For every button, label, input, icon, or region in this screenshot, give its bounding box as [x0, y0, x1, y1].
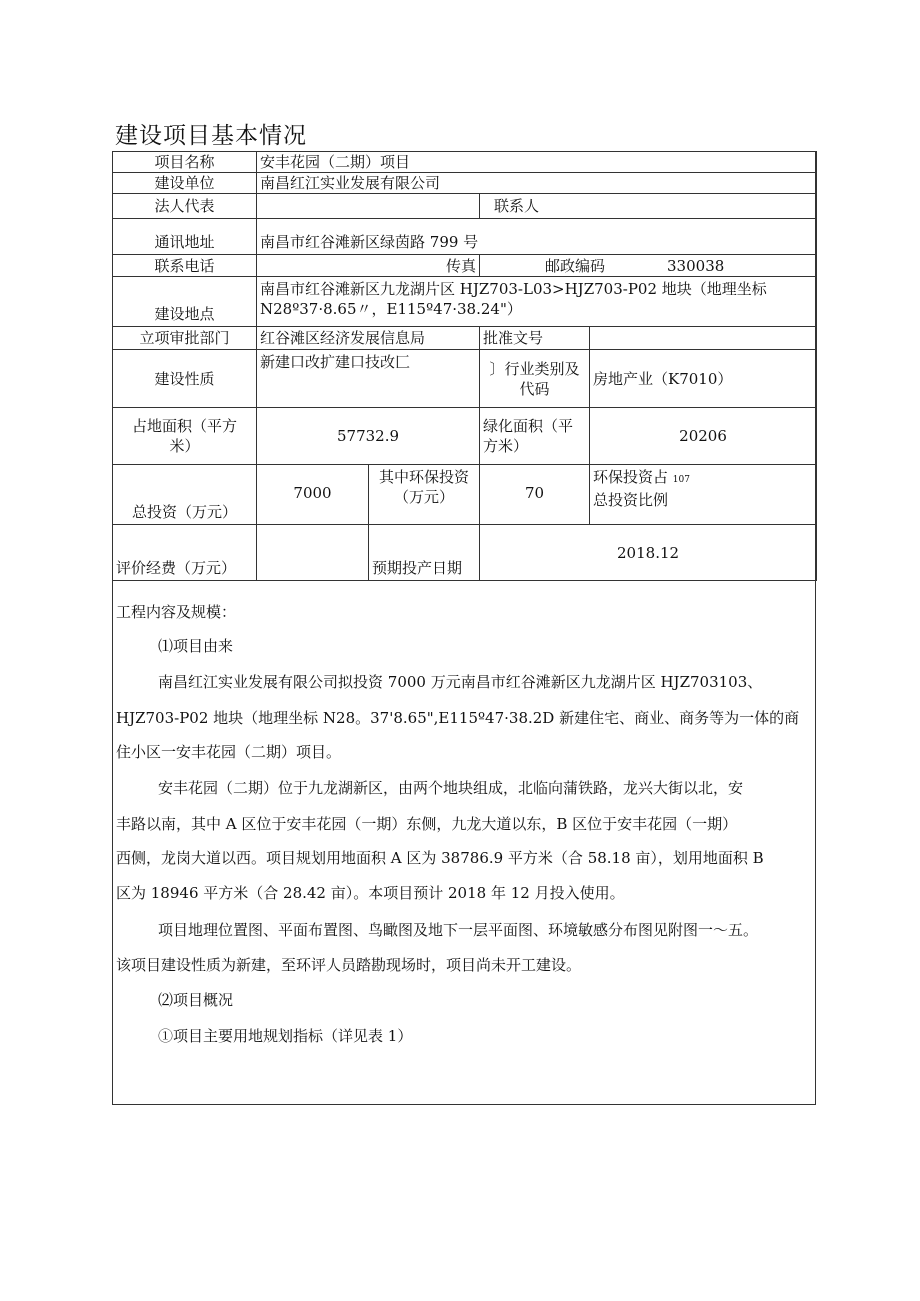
site-value	[257, 277, 817, 327]
contact-cell	[480, 194, 817, 219]
env-ratio-cell	[590, 465, 817, 525]
legal-rep-label: 法人代表	[113, 194, 257, 219]
green-label-1: 绿化面积（平	[483, 417, 574, 435]
para-2-line-3: 西侧，龙岗大道以西。项目规划用地面积 A 区为 38786.9 平方米（合 58.18 亩），划用地面积 B	[116, 849, 764, 867]
content-heading: 工程内容及规模：	[116, 603, 237, 621]
eval-fee-value	[257, 525, 369, 581]
green-label	[480, 408, 590, 465]
address-value: 南昌市红谷滩新区绿茵路 799 号	[257, 219, 817, 255]
approval-dept-label: 立项审批部门	[113, 327, 257, 350]
area-label-2: 米）	[169, 437, 200, 455]
eval-fee-label: 评价经费（万元）	[113, 525, 257, 581]
start-date-value: 2018.12	[480, 525, 817, 581]
area-value: 57732.9	[257, 408, 480, 465]
page-title: 建设项目基本情况	[115, 123, 307, 149]
industry-label-1: 〕行业类别及	[489, 359, 580, 378]
env-ratio-label-1: 环保投资占	[593, 468, 669, 486]
site-label: 建设地点	[113, 277, 257, 327]
start-date-label: 预期投产日期	[369, 525, 480, 581]
builder-value: 南昌红江实业发展有限公司	[257, 173, 817, 194]
env-ratio-label-2: 总投资比例	[593, 491, 669, 509]
basic-info-table	[112, 151, 817, 581]
site-line-2: N28º37·8.65〃，E115º47·38.24"）	[260, 300, 522, 318]
postcode-cell	[480, 255, 817, 277]
approval-dept-value: 红谷滩区经济发展信息局	[257, 327, 480, 350]
env-invest-label	[369, 465, 480, 525]
site-line-1: 南昌市红谷滩新区九龙湖片区 HJZ703-L03>HJZ703-P02 地块（地理坐标	[260, 280, 767, 298]
env-ratio-value: 107	[672, 475, 690, 485]
legal-rep-value	[257, 194, 480, 219]
para-2-line-4: 区为 18946 平方米（合 28.42 亩）。本项目预计 2018 年 12 月投入使用。	[116, 884, 625, 902]
postcode-label: 邮政编码	[545, 256, 606, 275]
nature-options: 新建口改扩建口技改匚	[257, 350, 480, 408]
contact-label: 联系人	[494, 197, 540, 215]
project-name-label: 项目名称	[113, 152, 257, 173]
nature-label: 建设性质	[113, 350, 257, 408]
invest-label: 总投资（万元）	[113, 465, 257, 525]
approval-no-label: 批准文号	[480, 327, 590, 350]
para-2-line-1: 安丰花园（二期）位于九龙湖新区，由两个地块组成，北临向蒲铁路，龙兴大街以北，安	[158, 779, 744, 797]
para-3-line-2: 该项目建设性质为新建，至环评人员踏勘现场时，项目尚未开工建设。	[116, 956, 582, 974]
green-label-2: 方米）	[483, 437, 529, 455]
para-1-line-2: HJZ703-P02 地块（地理坐标 N28。37'8.65",E115º47·38.2D 新建住宅、商业、商务等为一体的商	[116, 709, 800, 727]
para-3-line-1: 项目地理位置图、平面布置图、鸟瞰图及地下一层平面图、环境敏感分布图见附图一～五。	[158, 921, 759, 939]
phone-fax-cell	[257, 255, 480, 277]
env-invest-label-2: （万元）	[393, 488, 454, 506]
phone-label: 联系电话	[113, 255, 257, 277]
fax-label: 传真	[445, 256, 476, 275]
invest-value: 7000	[257, 465, 369, 525]
para-2-line-2: 丰路以南，其中 A 区位于安丰花园（一期）东侧，九龙大道以东，B 区位于安丰花园（一期）	[116, 815, 738, 833]
builder-label: 建设单位	[113, 173, 257, 194]
green-value: 20206	[590, 408, 817, 465]
section-2-1-title: ①项目主要用地规划指标（详见表 1）	[158, 1027, 413, 1045]
postcode-value: 330038	[667, 256, 725, 275]
area-label	[113, 408, 257, 465]
project-name-value: 安丰花园（二期）项目	[257, 152, 817, 173]
env-invest-label-1: 其中环保投资	[378, 468, 469, 486]
address-label: 通讯地址	[113, 219, 257, 255]
para-1-line-1: 南昌红江实业发展有限公司拟投资 7000 万元南昌市红谷滩新区九龙湖片区 HJZ703103、	[158, 673, 763, 691]
industry-label	[480, 350, 590, 408]
industry-label-2: 代码	[519, 379, 550, 398]
para-1-line-3: 住小区一安丰花园（二期）项目。	[116, 743, 342, 761]
area-label-1: 占地面积（平方	[131, 417, 237, 435]
section-2-title: ⑵项目概况	[158, 991, 234, 1009]
industry-value: 房地产业（K7010）	[590, 350, 817, 408]
section-1-title: ⑴项目由来	[158, 637, 234, 655]
env-invest-value: 70	[480, 465, 590, 525]
approval-no-value	[590, 327, 817, 350]
